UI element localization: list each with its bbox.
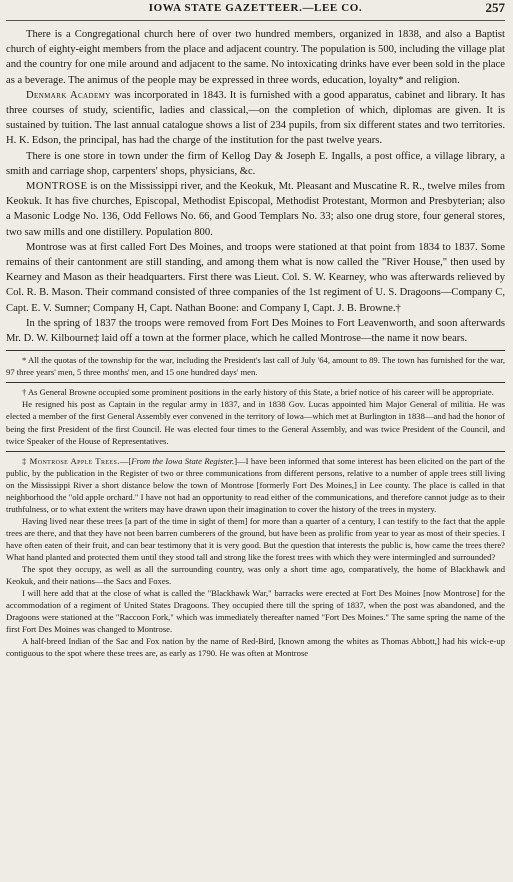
page-number: 257 (485, 0, 505, 15)
paragraph-montrose (6, 179, 505, 240)
paragraph-fort-des-moines: Montrose was at first called Fort Des Moines, and troops were stationed at that point from 1834 to 1837. Some remains of their cantonment are still standing, and among them what is now called the "River House," then used by Kearney and Mason as their headquarters. First there was Lieut. Col. S. W. Kearney, who was afterwards relieved by Col. R. B. Mason. Their command consisted of three companies of the 1st regiment of U. S. Dragoons—Company C, Capt. E. V. Sumner; Company H, Capt. Nathan Boone: and Company I, Capt. J. B. Browne.† (6, 241, 505, 314)
main-text (6, 27, 505, 346)
footnote-spot: The spot they occupy, as well as all the surrounding country, was only a short time ago, comparatively, the home of Blackhawk and Keokuk, and their nations—the Sacs and Foxes. (6, 564, 505, 587)
paragraph-troops-removed: In the spring of 1837 the troops were removed from Fort Des Moines to Fort Leavenworth, and soon afterwards Mr. D. W. Kilbourne‡ laid off a town at the former place, which he called Montrose—the name it now bears. (6, 317, 505, 345)
denmark-academy-heading: Denmark Academy (26, 89, 111, 101)
footnote-apple-trees: ‡ Montrose Apple Trees.—[From the Iowa State Register.]—I have been informed that some interest has been elicited on the part of the public, by the publication in the Register of two or three communications from different persons, relative to a number of apple trees still living on the Mississippi River a short distance below the town of Montrose [formerly Fort Des Moines,] in Lee county. The place is called in that neighborhood the "old apple orchard." I have not had an opportunity to read either of the communications, and therefore cannot judge as to their truthfulness, or to what extent the writers may have drawn upon their imagination to cover the history of the trees in mystery. (6, 455, 505, 514)
footnote-divider-3 (6, 451, 505, 452)
footnote-lived-near: Having lived near these trees [a part of the time in sight of them] for more than a quarter of a century, I can testify to the fact that the apple trees are there, and that they have not been barren cumberers of the ground, but have been as prolific from year to year as most of their species. I have often eaten of their fruit, and can bear testimony that it is very good. But the question that interests the public is, how came the trees there? What hand planted and protected them until they stood tall and strong like the forest trees with which they were intermingled and surrounded? (6, 515, 505, 562)
apple-trees-source: From the Iowa State Register. (131, 455, 235, 466)
footnote-quotas: * All the quotas of the township for the war, including the President's last call of July '64, amount to 89. The town has furnished for the war, 97 three years' men, 5 three months' men, and 15 one hundred days' men. (6, 355, 505, 378)
paragraph-congregational-church: There is a Congregational church here of over two hundred members, organized in 1838, and also a Baptist church of eighty-eight members from the place and adjacent country. The population is 500, including the village plat and the country for one mile around and adjacent to the same. No intoxicating drinks have ever been sold in the place as a beverage. The animus of the people may be expressed in three words, education, loyalty* and religion. (6, 29, 505, 86)
montrose-heading: MONTROSE (26, 181, 88, 193)
page-header (6, 0, 505, 21)
footnote-red-bird: A half-breed Indian of the Sac and Fox nation by the name of Red-Bird, [known among the whites as Thomas Abbott,] had his wick-e-up contiguous to the spot where these trees are, as early as 1790. He was often at Montrose (6, 636, 505, 659)
footnote-general-browne: † As General Browne occupied some prominent positions in the early history of this State, a brief notice of his career will be appropriate. (22, 387, 494, 398)
footnote-divider (6, 350, 505, 351)
running-title: IOWA STATE GAZETTEER.—LEE CO. (148, 2, 363, 14)
footnote-blackhawk-war: I will here add that at the close of what is called the "Blackhawk War," barracks were erected at Fort Des Moines [now Montrose] for the accommodation of a regiment of United States Dragoons. They occupied there till the spring of 1837, when the post was abandoned, and the Dragoons were stationed at the "Raccoon Fork," which was immediately thereafter named "Fort Des Moines." The same spring the name of the first Fort Des Moines was changed to Montrose. (6, 588, 505, 635)
footnote-divider-2 (6, 382, 505, 383)
denmark-academy-text: was incorporated in 1843. It is furnished with a good apparatus, cabinet and library. It has three courses of study, scientific, ladies and classical,—on the completion of which, diplomas are given. It is sustained by tuition. The last annual catalogue shows a list of 234 pupils, from six different states and two territories. H. K. Edson, the principal, has had the charge of the institution for the past twelve years. (6, 89, 505, 147)
paragraph-store: There is one store in town under the firm of Kellog Day & Joseph E. Ingalls, a post office, a village library, a smith and carriage shop, carpenters' shops, physicians, &c. (6, 150, 505, 177)
paragraph-denmark-academy (6, 88, 505, 149)
apple-trees-text: —I have been informed that some interest has been elicited on the part of the public, by the publication in the Register of two or three communications from different persons, relative to a number of apple trees still living on the Mississippi River a short distance below the town of Montrose [formerly Fort Des Moines,] in Lee county. The place is called in that neighborhood the "old apple orchard." I have not had an opportunity to read either of the communications, and therefore cannot judge as to their truthfulness, or to what extent the writers may have drawn upon their imagination to cover the history of the trees in mystery. (6, 455, 505, 514)
apple-trees-heading: ‡ Montrose Apple Trees. (22, 455, 120, 466)
footnote-browne-career: He resigned his post as Captain in the regular army in 1837, and in 1838 Gov. Lucas appointed him Major General of militia. He was elected a member of the first General Assembly ever convened in the territory of Iowa—which met at Burlington in 1838—and had the honor of being the first President of the first Council. He was elected four times to the General Assembly, and was twice President of the Council, and twice Speaker of the House of Representatives. (6, 399, 505, 446)
footnotes (6, 354, 505, 659)
montrose-text: is on the Mississippi river, and the Keokuk, Mt. Pleasant and Muscatine R. R., twelve miles from Keokuk. It has five churches, Episcopal, Methodist Episcopal, Methodist Protestant, Mormon and Presbyterian; also a Masonic Lodge No. 136, Odd Fellows No. 66, and Good Templars No. 33; also one drug store, four general stores, two saw mills and one distillery. Population 800. (6, 181, 505, 238)
